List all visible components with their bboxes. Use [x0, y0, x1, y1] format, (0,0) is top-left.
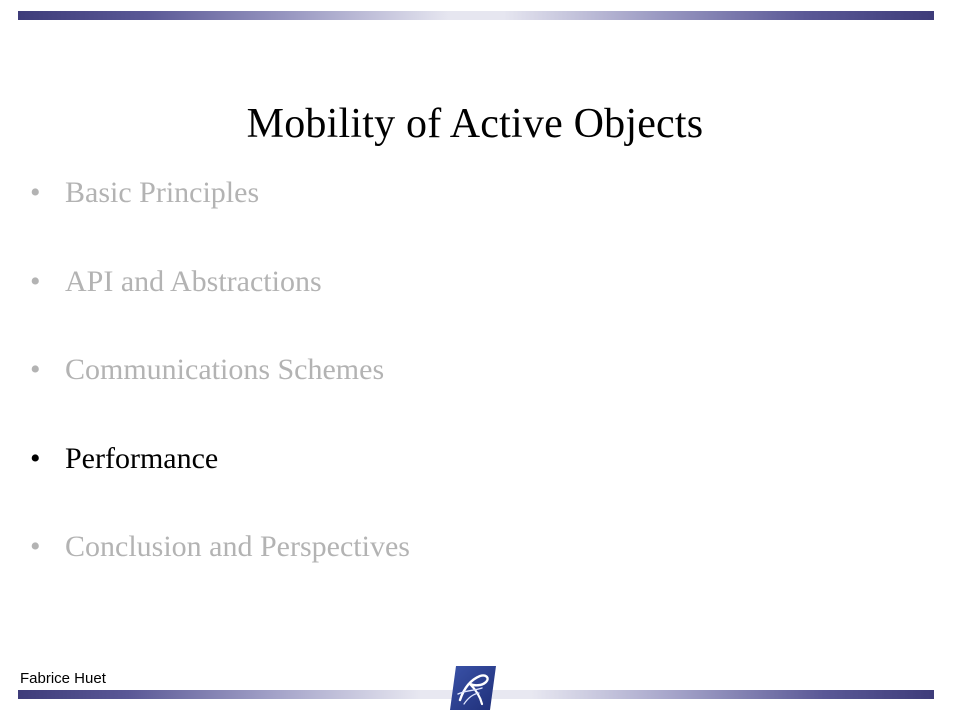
agenda-item-basic-principles — [30, 176, 410, 265]
agenda-item-communications-schemes — [30, 353, 410, 442]
agenda-item-label: Performance — [65, 441, 219, 475]
agenda-item-conclusion-perspectives — [30, 530, 410, 619]
bullet-icon: • — [30, 353, 41, 386]
agenda-list — [30, 176, 410, 619]
top-decorative-bar — [18, 11, 934, 20]
agenda-item-label: Conclusion and Perspectives — [65, 530, 410, 563]
inria-logo-icon — [446, 660, 500, 714]
agenda-item-label: API and Abstractions — [65, 264, 322, 298]
bullet-icon: • — [30, 176, 41, 209]
agenda-item-label: Communications Schemes — [65, 353, 385, 386]
agenda-item-performance — [30, 442, 410, 531]
agenda-item-label: Basic Principles — [65, 176, 260, 209]
slide-title: Mobility of Active Objects — [246, 101, 704, 147]
bullet-icon: • — [30, 264, 41, 298]
agenda-item-api-abstractions — [30, 265, 410, 354]
footer-author: Fabrice Huet — [20, 670, 106, 687]
bullet-icon: • — [30, 530, 41, 563]
bullet-icon: • — [30, 441, 41, 475]
